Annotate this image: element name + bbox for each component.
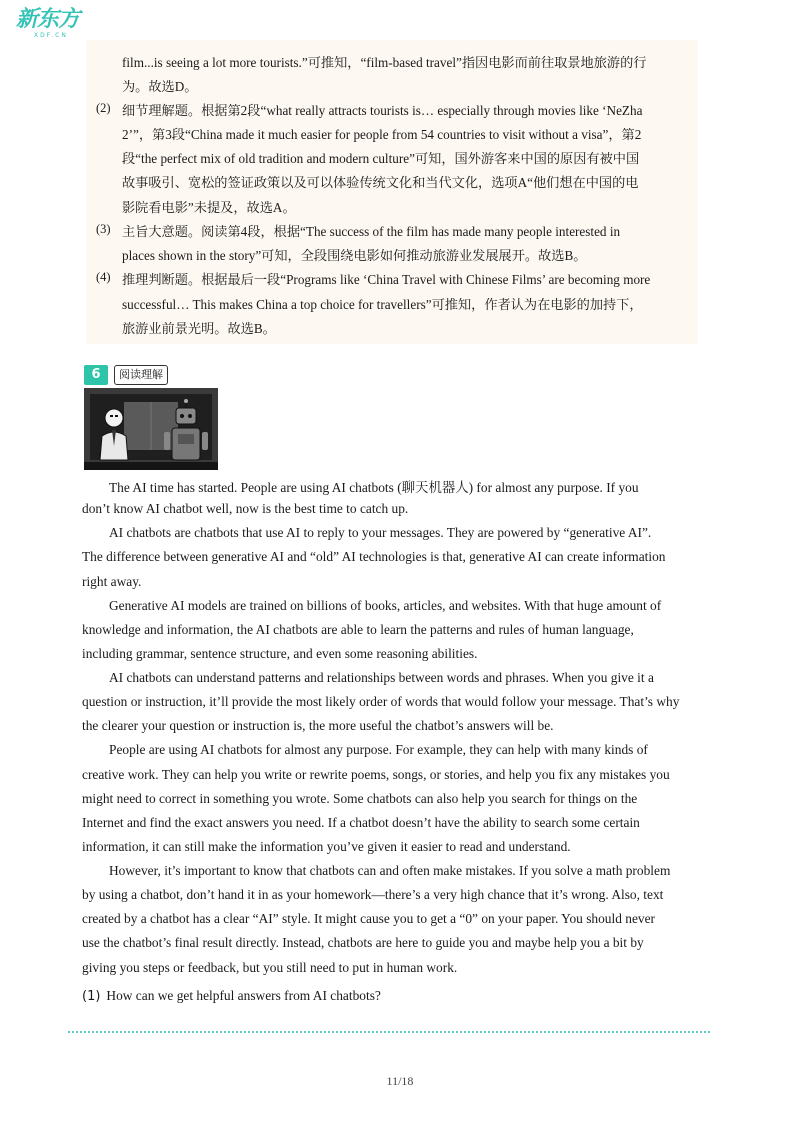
- answer-explanation-box: [86, 40, 698, 344]
- answer-line: 影院看电影”未提及，故选A。: [122, 200, 296, 215]
- question-text: How can we get helpful answers from AI chatbots?: [106, 988, 381, 1003]
- passage-line: might need to correct in something you wrote. Some chatbots can also help you search for things on the: [82, 791, 638, 806]
- xdf-logo: [16, 8, 80, 44]
- section-number: 6: [84, 365, 108, 385]
- passage-line: AI chatbots can understand patterns and relationships between words and phrases. When you give it a: [109, 670, 654, 685]
- answer-line: 推理判断题。根据最后一段“Programs like ‘China Travel with Chinese Films’ are becoming more: [122, 272, 651, 287]
- passage-line: question or instruction, it’ll provide the most likely order of words that would follow your message. That’s why: [82, 694, 680, 709]
- question-1: [82, 988, 381, 1004]
- passage-line: AI chatbots are chatbots that use AI to reply to your messages. They are powered by “generative AI”.: [109, 525, 652, 540]
- passage-line: created by a chatbot has a clear “AI” style. It might cause you to get a “0” on your paper. You should never: [82, 911, 656, 926]
- section-label: 阅读理解: [114, 365, 168, 385]
- answer-number: (4): [96, 270, 111, 284]
- answer-line: 故事吸引、宽松的签证政策以及可以体验传统文化和当代文化，选项A“他们想在中国的电: [122, 175, 639, 190]
- answer-line: 旅游业前景光明。故选B。: [122, 321, 276, 336]
- passage-line: use the chatbot’s final result directly. Instead, chatbots are here to guide you and maybe help you a bit by: [82, 935, 644, 950]
- ai-chatbot-illustration: [84, 388, 218, 470]
- passage-line: don’t know AI chatbot well, now is the best time to catch up.: [82, 501, 409, 516]
- passage-line: The difference between generative AI and “old” AI technologies is that, generative AI can create information: [82, 549, 666, 564]
- page-number: 11/18: [386, 1074, 414, 1088]
- passage-line: including grammar, sentence structure, and even some reasoning abilities.: [82, 646, 478, 661]
- answer-line: 段“the perfect mix of old tradition and modern culture”可知，国外游客来中国的原因有被中国: [122, 151, 640, 166]
- answer-line: 细节理解题。根据第2段“what really attracts tourists is… especially through movies like ‘NeZha: [122, 103, 643, 118]
- passage-line: However, it’s important to know that chatbots can and often make mistakes. If you solve a math problem: [109, 863, 671, 878]
- answer-line: successful… This makes China a top choice for travellers”可推知，作者认为在电影的加持下，: [122, 297, 643, 312]
- passage-line: giving you steps or feedback, but you still need to put in human work.: [82, 960, 458, 975]
- passage-line: the clearer your question or instruction is, the more useful the chatbot’s answers will be.: [82, 718, 554, 733]
- answer-number: (2): [96, 101, 111, 115]
- answer-line: 2’”，第3段“China made it much easier for people from 54 countries to visit without a visa”，第2: [122, 127, 642, 142]
- passage-line: People are using AI chatbots for almost any purpose. For example, they can help with many kinds of: [109, 742, 648, 757]
- illustration-graphic: [84, 388, 218, 470]
- passage-line: right away.: [82, 574, 142, 589]
- passage-line: by using a chatbot, don’t hand it in as your homework—there’s a very high chance that it’s wrong. Also, text: [82, 887, 664, 902]
- question-number: (1): [82, 989, 101, 1004]
- passage-line: information, it can still make the information you’ve given it easier to read and understand.: [82, 839, 571, 854]
- logo-text: 新东方: [16, 7, 80, 32]
- passage-line: knowledge and information, the AI chatbots are able to learn the patterns and rules of human language,: [82, 622, 634, 637]
- answer-line: 为。故选D。: [122, 79, 198, 94]
- passage-line: creative work. They can help you write or rewrite poems, songs, or stories, and help you fix any mistakes you: [82, 767, 670, 782]
- answer-line: places shown in the story”可知，全段围绕电影如何推动旅游业发展展开。故选B。: [122, 248, 587, 263]
- passage-line: The AI time has started. People are using AI chatbots (聊天机器人) for almost any purpose. If you: [109, 480, 639, 495]
- logo-subtext: XDF.CN: [34, 32, 68, 39]
- answer-number: (3): [96, 222, 111, 236]
- dotted-divider: [68, 1031, 710, 1033]
- answer-line: 主旨大意题。阅读第4段，根据“The success of the film has made many people interested in: [122, 224, 621, 239]
- passage-line: Generative AI models are trained on billions of books, articles, and websites. With that huge amount of: [109, 598, 662, 613]
- answer-line: film...is seeing a lot more tourists.”可推知，“film-based travel”指因电影而前往取景地旅游的行: [122, 55, 647, 70]
- passage-line: Internet and find the exact answers you need. If a chatbot doesn’t have the ability to search some certain: [82, 815, 640, 830]
